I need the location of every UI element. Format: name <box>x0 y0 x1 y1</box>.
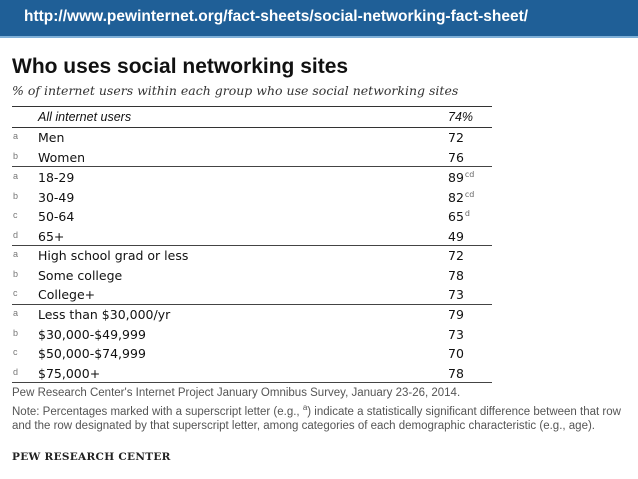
table-row <box>12 265 492 285</box>
row-label: Women <box>38 149 86 165</box>
table-row <box>12 206 492 226</box>
row-letter: b <box>13 190 19 201</box>
row-label: $50,000-$74,999 <box>38 346 146 361</box>
row-label: 50-64 <box>38 209 75 224</box>
row-value: 49 <box>448 228 464 244</box>
row-letter: c <box>13 347 18 357</box>
row-label: $75,000+ <box>38 365 101 381</box>
row-label: Men <box>38 130 65 145</box>
row-label: High school grad or less <box>38 248 189 263</box>
table-row <box>12 127 492 147</box>
row-label: 30-49 <box>38 189 75 205</box>
row-letter: a <box>13 131 19 141</box>
page-subtitle: % of internet users within each group who use social networking sites <box>12 83 459 98</box>
row-label: 65+ <box>38 228 65 244</box>
row-label: 18-29 <box>38 170 75 185</box>
row-letter: d <box>13 366 19 377</box>
table-row <box>12 284 492 304</box>
income-group <box>12 304 492 383</box>
all-users-row <box>12 106 492 128</box>
source-url-link[interactable]: http://www.pewinternet.org/fact-sheets/social-networking-fact-sheet/ <box>24 8 529 25</box>
row-letter: b <box>13 150 19 161</box>
table-row <box>12 245 492 265</box>
row-value: 78 <box>448 267 464 283</box>
page-title: Who uses social networking sites <box>12 55 349 78</box>
source-line: Pew Research Center's Internet Project January Omnibus Survey, January 23-26, 2014. <box>12 387 461 399</box>
all-users-label: All internet users <box>38 110 132 124</box>
row-letter: a <box>13 171 19 181</box>
row-value: 72 <box>448 248 464 263</box>
row-letter: d <box>13 229 19 240</box>
row-value: $89^{cd}$ <box>448 170 475 185</box>
banner-divider <box>0 36 638 38</box>
table-row <box>12 226 492 246</box>
source-notes <box>12 386 628 433</box>
url-banner <box>0 0 638 38</box>
table-row <box>12 147 492 167</box>
row-label: Some college <box>38 267 123 283</box>
table-row <box>12 304 492 324</box>
row-value: 70 <box>448 346 464 361</box>
row-label: Less than $30,000/yr <box>38 307 171 322</box>
table-row <box>12 187 492 207</box>
table-row <box>12 324 492 344</box>
row-letter: b <box>13 327 19 338</box>
row-label: College+ <box>38 287 96 302</box>
row-value: 73 <box>448 287 464 302</box>
row-value: 79 <box>448 307 464 322</box>
row-letter: c <box>13 210 18 220</box>
age-group <box>12 167 492 246</box>
row-value: 78 <box>448 365 464 381</box>
row-letter: a <box>13 308 19 318</box>
table-row <box>12 343 492 363</box>
all-users-value: 74% <box>448 110 474 124</box>
row-value: 76 <box>448 149 464 165</box>
row-label: $30,000-$49,999 <box>38 326 146 342</box>
pew-brand: PEW RESEARCH CENTER <box>12 451 171 463</box>
education-group <box>12 245 492 305</box>
row-letter: b <box>13 268 19 279</box>
row-value: 73 <box>448 326 464 342</box>
row-value: 65$^d$ <box>448 209 470 224</box>
note-text: Note: Percentages marked with a superscript letter (e.g., $^a$) indicate a statistically significant difference between that row and the row designated by that superscript letter, among categories of each demographic characteristic (e.g., age). <box>12 402 621 432</box>
row-letter: c <box>13 288 18 298</box>
table-row <box>12 363 492 383</box>
table-row <box>12 167 492 187</box>
row-value: 72 <box>448 130 464 145</box>
row-value: $82^{cd}$ <box>448 189 475 205</box>
row-letter: a <box>13 249 19 259</box>
gender-group <box>12 127 492 167</box>
